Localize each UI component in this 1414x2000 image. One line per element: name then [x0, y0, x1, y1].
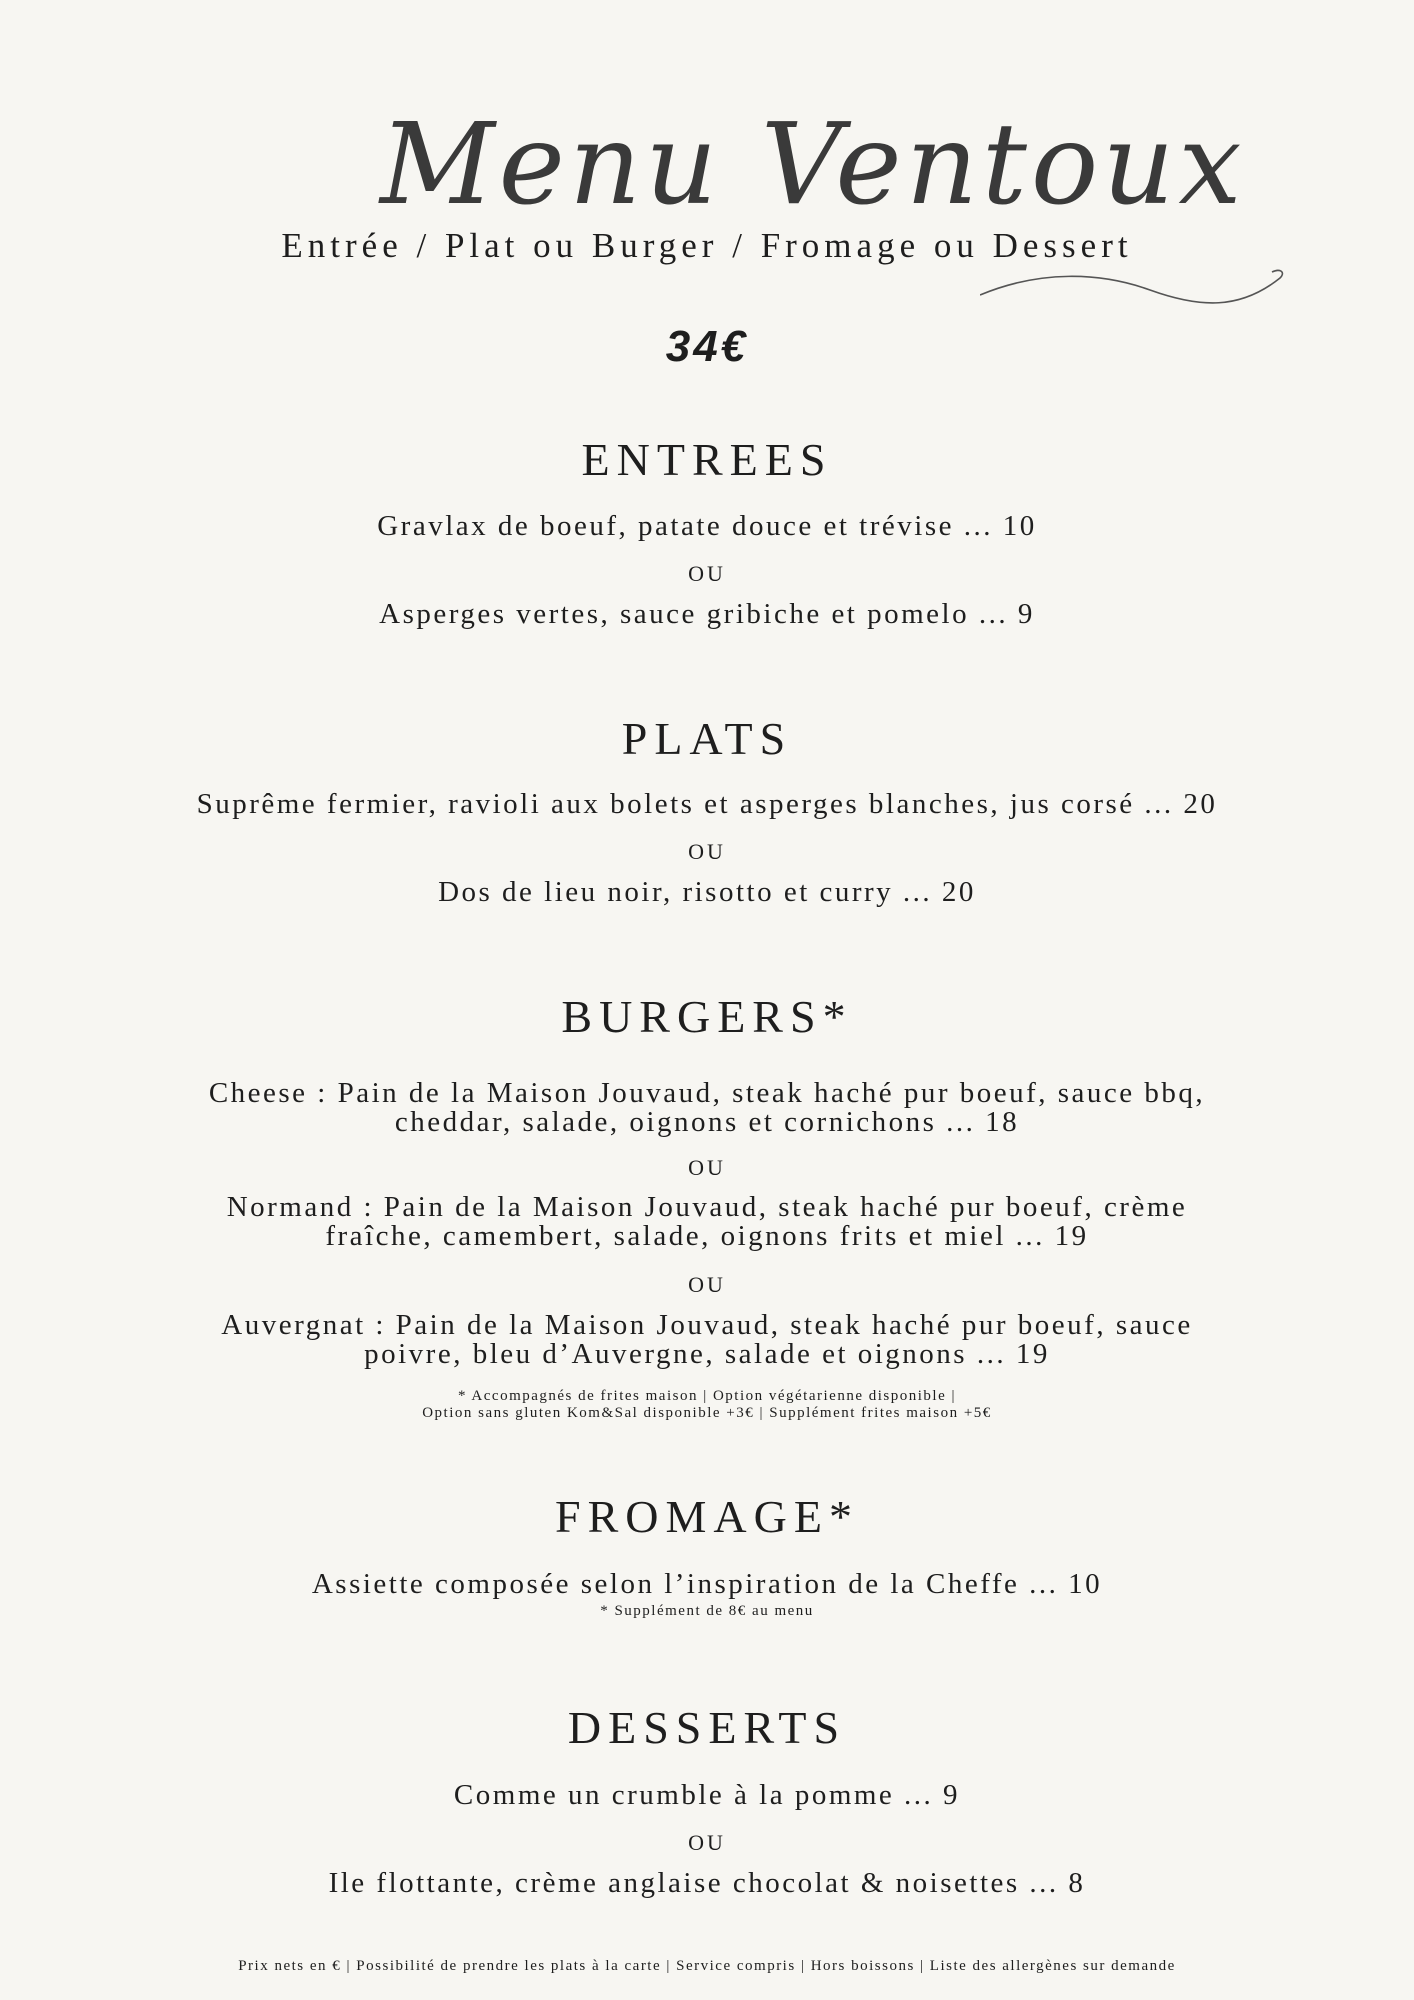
- ou-separator: OU: [688, 1272, 726, 1297]
- section-heading-entrees: ENTREES: [581, 434, 833, 485]
- menu-item: Ile flottante, crème anglaise chocolat & noisettes ... 8: [328, 1867, 1086, 1899]
- ou-separator: OU: [688, 561, 726, 586]
- ou-separator: OU: [688, 839, 726, 864]
- menu-item-line: poivre, bleu d’Auvergne, salade et oignons ... 19: [364, 1338, 1050, 1370]
- menu-item: Asperges vertes, sauce gribiche et pomelo ... 9: [379, 598, 1035, 630]
- menu-item-line: cheddar, salade, oignons et cornichons ... 18: [394, 1106, 1020, 1138]
- ou-separator: OU: [688, 1830, 726, 1855]
- menu-item-line: Cheese : Pain de la Maison Jouvaud, steak haché pur boeuf, sauce bbq,: [208, 1077, 1206, 1109]
- title-area: [0, 100, 1414, 240]
- burgers-note-line: Option sans gluten Kom&Sal disponible +3€ | Supplément frites maison +5€: [422, 1405, 992, 1421]
- ou-separator: OU: [688, 1155, 726, 1180]
- page-title: Menu Ventoux: [380, 100, 1246, 230]
- section-heading-desserts: DESSERTS: [567, 1702, 847, 1753]
- menu-subtitle: Entrée / Plat ou Burger / Fromage ou Dessert: [281, 226, 1133, 265]
- menu-item: Gravlax de boeuf, patate douce et trévise ... 10: [377, 510, 1037, 542]
- section-heading-burgers: BURGERS*: [561, 991, 853, 1042]
- section-heading-plats: PLATS: [621, 713, 793, 764]
- menu-item-line: Normand : Pain de la Maison Jouvaud, steak haché pur boeuf, crème: [226, 1191, 1188, 1223]
- title-flourish-decoration: [980, 260, 1290, 320]
- menu-item-line: Auvergnat : Pain de la Maison Jouvaud, steak haché pur boeuf, sauce: [221, 1309, 1193, 1341]
- menu-item-line: fraîche, camembert, salade, oignons frits et miel ... 19: [325, 1220, 1089, 1252]
- menu-item: Suprême fermier, ravioli aux bolets et asperges blanches, jus corsé ... 20: [196, 788, 1218, 820]
- menu-item: Dos de lieu noir, risotto et curry ... 20: [438, 876, 976, 908]
- burgers-note-line: * Accompagnés de frites maison | Option végétarienne disponible |: [458, 1388, 956, 1404]
- menu-item: Assiette composée selon l’inspiration de la Cheffe ... 10: [311, 1568, 1103, 1600]
- menu-item: Comme un crumble à la pomme ... 9: [453, 1779, 961, 1811]
- section-heading-fromage: FROMAGE*: [555, 1491, 859, 1542]
- fromage-note: * Supplément de 8€ au menu: [600, 1603, 814, 1619]
- footer-note: Prix nets en € | Possibilité de prendre les plats à la carte | Service compris | Hors boissons | Liste des allergènes sur demande: [238, 1958, 1176, 1974]
- menu-price: 34€: [665, 322, 749, 371]
